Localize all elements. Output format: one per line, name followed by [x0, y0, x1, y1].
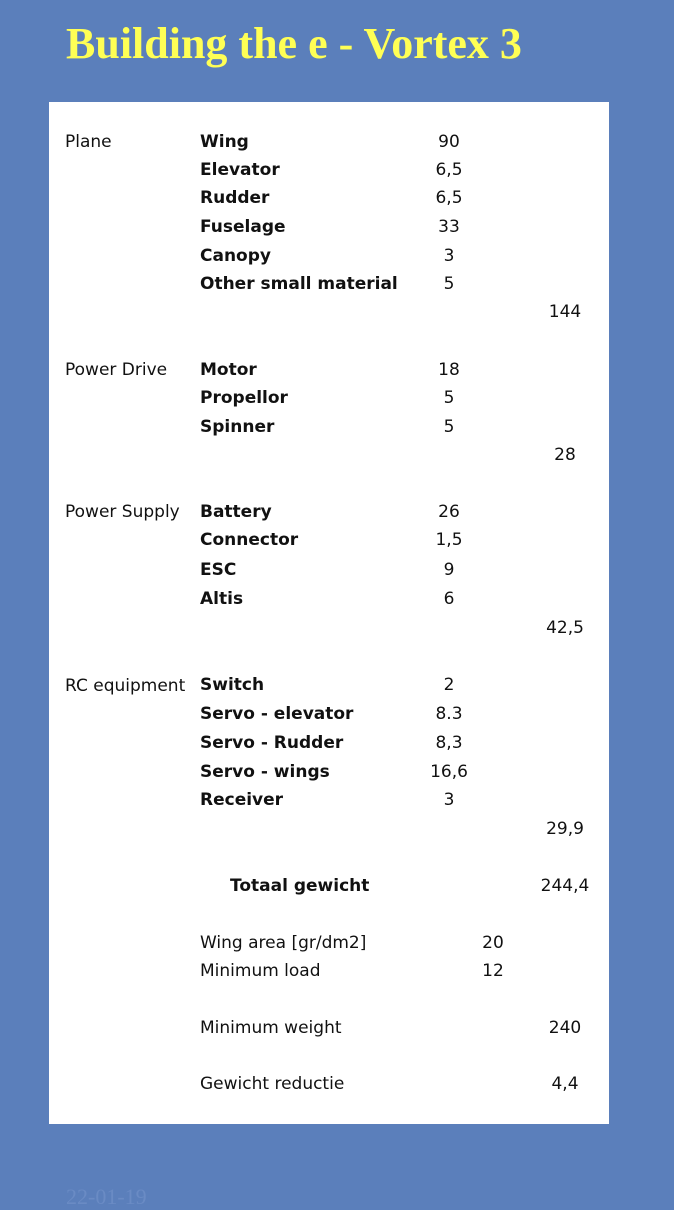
- item-value: 2: [443, 675, 455, 695]
- item-name: Spinner: [200, 417, 275, 437]
- subtotal-power-drive: 28: [554, 445, 576, 465]
- item-value: 5: [443, 274, 455, 294]
- item-value: 3: [443, 790, 455, 810]
- item-name: Battery: [200, 502, 272, 522]
- minimum-weight-label: Minimum weight: [200, 1018, 342, 1038]
- weight-reduction-value: 4,4: [551, 1074, 579, 1094]
- slide-title: Building the e - Vortex 3: [66, 19, 522, 68]
- category-label-power-drive: Power Drive: [65, 360, 168, 380]
- total-weight-label: Totaal gewicht: [230, 876, 370, 896]
- weight-reduction-label: Gewicht reductie: [200, 1074, 345, 1094]
- item-name: Altis: [200, 589, 244, 609]
- item-name: Wing: [200, 132, 249, 152]
- item-name: Rudder: [200, 188, 270, 208]
- item-value: 5: [443, 417, 455, 437]
- item-name: Canopy: [200, 246, 271, 266]
- item-name: Servo - Rudder: [200, 733, 344, 753]
- item-value: 6,5: [435, 188, 463, 208]
- item-name: Propellor: [200, 388, 288, 408]
- item-name: Switch: [200, 675, 265, 695]
- item-name: ESC: [200, 560, 237, 580]
- category-label-plane: Plane: [65, 132, 112, 152]
- item-value: 90: [438, 132, 460, 152]
- item-value: 33: [438, 217, 460, 237]
- item-value: 18: [438, 360, 460, 380]
- item-value: 5: [443, 388, 455, 408]
- item-name: Fuselage: [200, 217, 286, 237]
- item-value: 6: [443, 589, 455, 609]
- category-label-rc-equipment: RC equipment: [65, 676, 186, 696]
- item-value: 3: [443, 246, 455, 266]
- total-weight-value: 244,4: [540, 876, 590, 896]
- item-value: 8,3: [435, 733, 463, 753]
- item-name: Elevator: [200, 160, 280, 180]
- item-value: 26: [438, 502, 460, 522]
- item-value: 1,5: [435, 530, 463, 550]
- category-label-power-supply: Power Supply: [65, 502, 180, 522]
- slide-date: 22-01-19: [66, 1184, 147, 1209]
- weight-table-sheet: [49, 102, 609, 1124]
- item-name: Receiver: [200, 790, 284, 810]
- item-value: 9: [443, 560, 455, 580]
- subtotal-rc-equipment: 29,9: [546, 819, 584, 839]
- item-value: 16,6: [430, 762, 468, 782]
- minimum-load-label: Minimum load: [200, 961, 321, 981]
- item-name: Other small material: [200, 274, 398, 294]
- wing-area-value: 20: [482, 933, 504, 953]
- item-value: 8.3: [435, 704, 463, 724]
- item-name: Servo - elevator: [200, 704, 354, 724]
- wing-area-label: Wing area [gr/dm2]: [200, 933, 367, 953]
- item-name: Motor: [200, 360, 257, 380]
- item-name: Servo - wings: [200, 762, 330, 782]
- subtotal-plane: 144: [548, 302, 582, 322]
- minimum-weight-value: 240: [548, 1018, 582, 1038]
- subtotal-power-supply: 42,5: [546, 618, 584, 638]
- item-value: 6,5: [435, 160, 463, 180]
- item-name: Connector: [200, 530, 299, 550]
- minimum-load-value: 12: [482, 961, 504, 981]
